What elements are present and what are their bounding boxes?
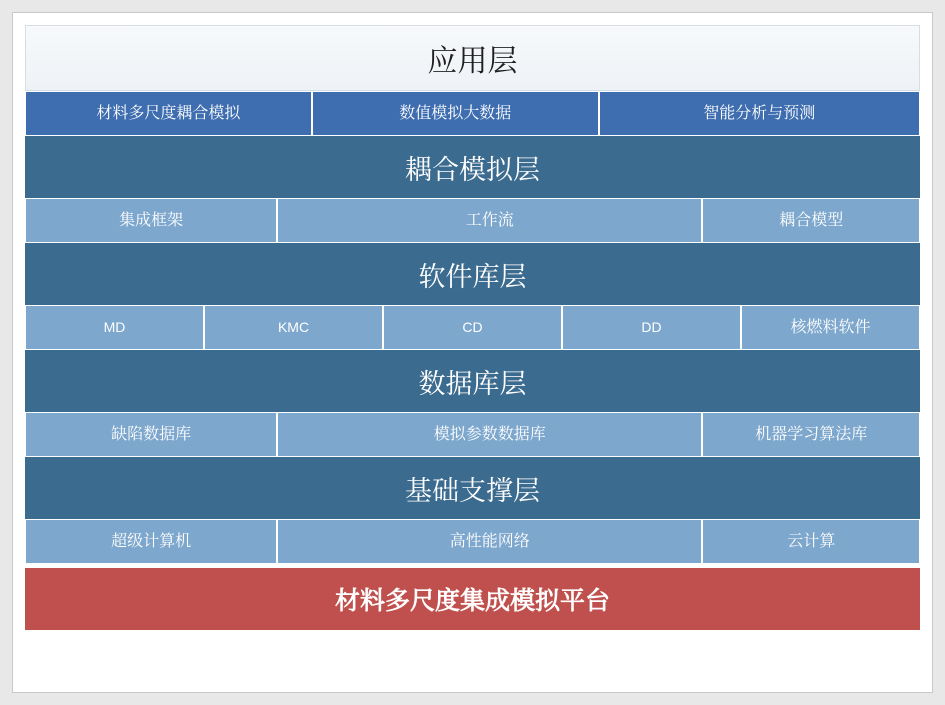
layer-title-database: 数据库层 <box>25 350 920 412</box>
layer-item[interactable]: 缺陷数据库 <box>25 412 277 457</box>
layer-item[interactable]: 模拟参数数据库 <box>277 412 702 457</box>
layer-items-software <box>25 305 920 350</box>
architecture-diagram <box>12 12 933 693</box>
application-layer-header: 应用层 <box>25 25 920 91</box>
layer-item[interactable]: KMC <box>204 305 383 350</box>
layer-item[interactable]: 工作流 <box>277 198 702 243</box>
layer-items-database <box>25 412 920 457</box>
layer-item[interactable]: CD <box>383 305 562 350</box>
layer-title-infrastructure: 基础支撑层 <box>25 457 920 519</box>
layer-item[interactable]: 集成框架 <box>25 198 277 243</box>
layer-items-coupling <box>25 198 920 243</box>
layer-item[interactable]: MD <box>25 305 204 350</box>
layer-item[interactable]: 机器学习算法库 <box>702 412 920 457</box>
application-item[interactable]: 材料多尺度耦合模拟 <box>25 91 312 136</box>
application-layer-row <box>25 91 920 136</box>
layer-item[interactable]: 核燃料软件 <box>741 305 920 350</box>
layer-items-infrastructure <box>25 519 920 564</box>
application-item[interactable]: 数值模拟大数据 <box>312 91 599 136</box>
layer-item[interactable]: 高性能网络 <box>277 519 702 564</box>
layer-item[interactable]: 耦合模型 <box>702 198 920 243</box>
layer-item[interactable]: DD <box>562 305 741 350</box>
layer-title-software: 软件库层 <box>25 243 920 305</box>
layer-item[interactable]: 云计算 <box>702 519 920 564</box>
application-item[interactable]: 智能分析与预测 <box>599 91 920 136</box>
layer-title-coupling: 耦合模拟层 <box>25 136 920 198</box>
platform-footer: 材料多尺度集成模拟平台 <box>25 568 920 630</box>
layer-item[interactable]: 超级计算机 <box>25 519 277 564</box>
